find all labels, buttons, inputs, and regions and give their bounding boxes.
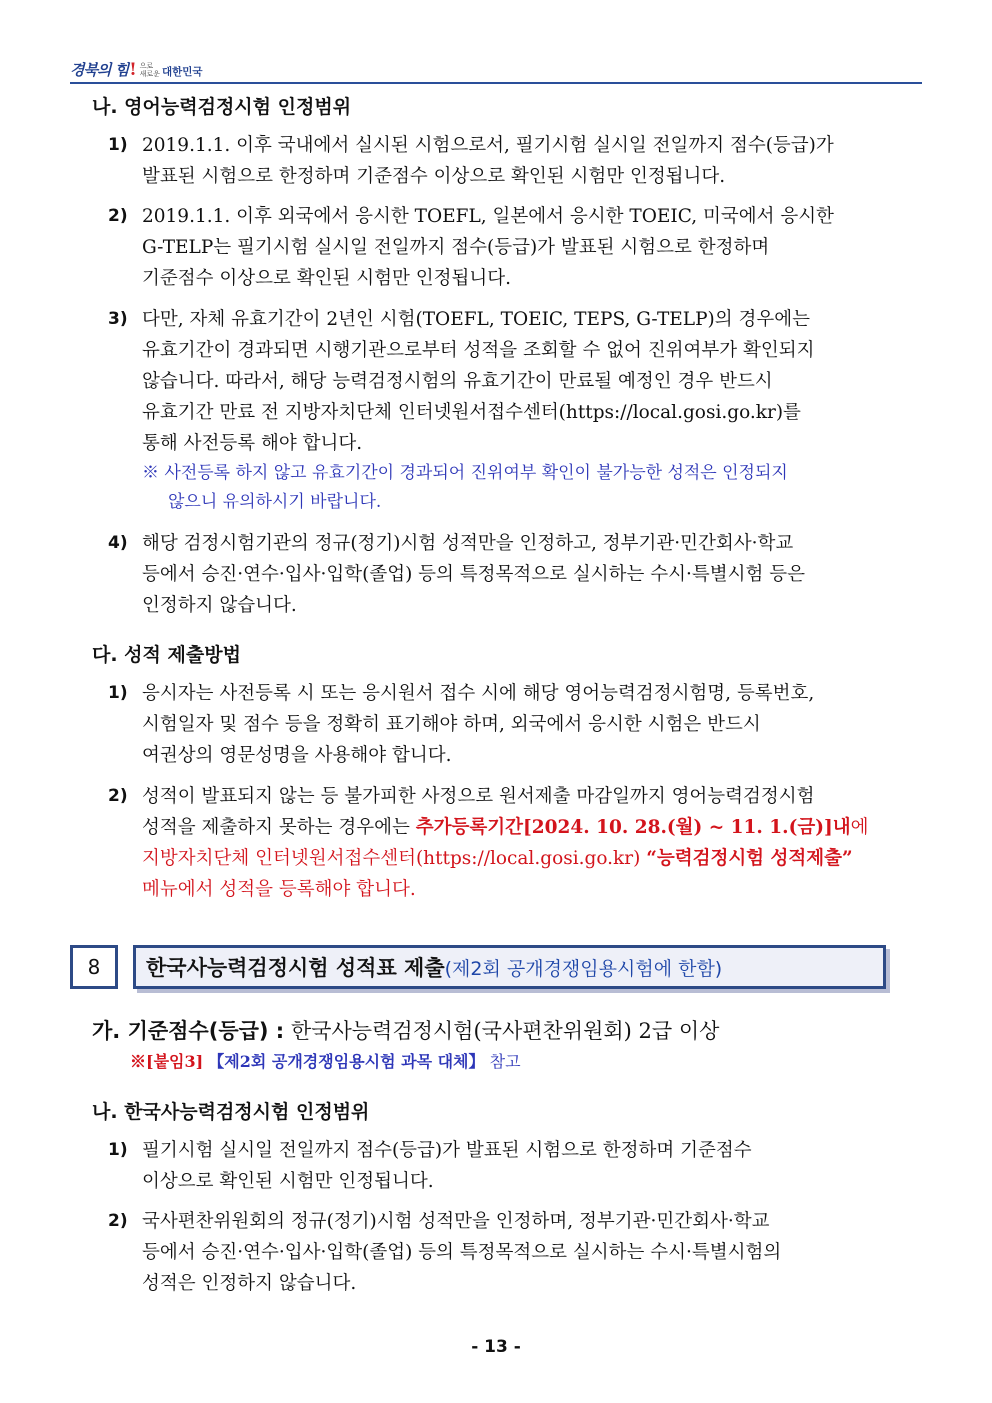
section-subtitle: (제2회 공개경쟁임용시험에 한함)	[444, 957, 723, 980]
item-text-line: 등에서 승진·연수·입사·입학(졸업) 등의 특정목적으로 실시하는 수시·특별시험 등은	[142, 564, 805, 585]
item-number: 1)	[108, 1140, 128, 1160]
note-line: 않으니 유의하시기 바랍니다.	[168, 492, 382, 512]
section-heading-submit-method: 다. 성적 제출방법	[92, 644, 241, 666]
section-number-box: 8	[70, 945, 118, 989]
list-item	[108, 1206, 923, 1299]
item-text-line: 국사편찬위원회의 정규(정기)시험 성적만을 인정하며, 정부기관·민간회사·학교	[142, 1211, 770, 1232]
logo-script-text: 경북의 힘	[70, 61, 129, 79]
item-text-line: 해당 검정시험기관의 정규(정기)시험 성적만을 인정하고, 정부기관·민간회사·학교	[142, 533, 794, 554]
item-text-line: 인정하지 않습니다.	[142, 595, 297, 616]
item-text-line: 시험일자 및 점수 등을 정확히 표기해야 하며, 외국에서 응시한 시험은 반드시	[142, 714, 761, 735]
item-number: 2)	[108, 206, 128, 226]
attachment-reference: ※[붙임3] 【제2회 공개경쟁임용시험 과목 대체】 참고	[130, 1052, 521, 1071]
section-title-box	[133, 945, 886, 989]
item-text-line: 메뉴에서 성적을 등록해야 합니다.	[142, 879, 416, 900]
list-item	[108, 1135, 923, 1197]
item-text-line: 이상으로 확인된 시험만 인정됩니다.	[142, 1171, 434, 1192]
list-item	[108, 678, 923, 771]
item-text-line: 필기시험 실시일 전일까지 점수(등급)가 발표된 시험으로 한정하며 기준점수	[142, 1140, 752, 1161]
item-text-line: 다만, 자체 유효기간이 2년인 시험(TOEFL, TOEIC, TEPS, G-TELP)의 경우에는	[142, 309, 810, 330]
notice-note	[142, 459, 922, 517]
section-title: 한국사능력검정시험 성적표 제출	[146, 956, 445, 980]
item-text-line: 등에서 승진·연수·입사·입학(졸업) 등의 특정목적으로 실시하는 수시·특별시험의	[142, 1242, 782, 1263]
page-header	[70, 48, 922, 84]
logo-country-text: 대한민국	[161, 66, 203, 78]
item-text-line: 응시자는 사전등록 시 또는 응시원서 접수 시에 해당 영어능력검정시험명, 등록번호,	[142, 683, 815, 704]
menu-name-highlight: “능력검정시험 성적제출”	[646, 848, 853, 869]
list-item	[108, 528, 923, 621]
gyeongbuk-logo	[70, 52, 203, 80]
item-text-line: 2019.1.1. 이후 외국에서 응시한 TOEFL, 일본에서 응시한 TOEIC, 미국에서 응시한	[142, 206, 834, 227]
list-item	[108, 201, 923, 294]
item-text-line: 성적을 제출하지 못하는 경우에는 추가등록기간[2024. 10. 28.(월) ~ 11. 1.(금)]내에	[142, 817, 869, 838]
item-text-line: 유효기간 만료 전 지방자치단체 인터넷원서접수센터(https://local.gosi.go.kr)를	[142, 402, 801, 423]
list-item	[108, 781, 923, 905]
page-number: - 13 -	[471, 1337, 521, 1357]
item-text-line: 2019.1.1. 이후 국내에서 실시된 시험으로서, 필기시험 실시일 전일까지 점수(등급)가	[142, 135, 834, 156]
item-text-line: 성적은 인정하지 않습니다.	[142, 1273, 357, 1294]
item-text-line: 성적이 발표되지 않는 등 불가피한 사정으로 원서제출 마감일까지 영어능력검정시험	[142, 786, 815, 807]
item-number: 1)	[108, 683, 128, 703]
standard-score-label: 가. 기준점수(등급) :	[92, 1019, 285, 1043]
logo-exclamation-icon: !	[129, 60, 137, 80]
section-heading-history-scope: 나. 한국사능력검정시험 인정범위	[92, 1101, 370, 1123]
item-text-line: 기준점수 이상으로 확인된 시험만 인정됩니다.	[142, 268, 511, 289]
item-number: 2)	[108, 1211, 128, 1231]
item-number: 3)	[108, 309, 128, 329]
item-text-line: G-TELP는 필기시험 실시일 전일까지 점수(등급)가 발표된 시험으로 한정하며	[142, 237, 770, 258]
item-text-line: 지방자치단체 인터넷원서접수센터(https://local.gosi.go.kr) “능력검정시험 성적제출”	[142, 848, 853, 869]
note-line: ※ 사전등록 하지 않고 유효기간이 경과되어 진위여부 확인이 불가능한 성적은 인정되지	[142, 463, 788, 483]
item-number: 1)	[108, 135, 128, 155]
item-number: 2)	[108, 786, 128, 806]
additional-registration-period: 추가등록기간[2024. 10. 28.(월) ~ 11. 1.(금)]내	[415, 817, 851, 838]
item-text-line: 않습니다. 따라서, 해당 능력검정시험의 유효기간이 만료될 예정인 경우 반드시	[142, 371, 773, 392]
section-heading-english-scope: 나. 영어능력검정시험 인정범위	[92, 96, 352, 118]
list-item	[108, 130, 923, 192]
item-text-line: 여권상의 영문성명을 사용해야 합니다.	[142, 745, 452, 766]
list-item	[108, 304, 923, 459]
item-text-line: 발표된 시험으로 한정하며 기준점수 이상으로 확인된 시험만 인정됩니다.	[142, 166, 726, 187]
standard-score-line	[92, 1015, 719, 1045]
item-text-line: 유효기간이 경과되면 시행기관으로부터 성적을 조회할 수 없어 진위여부가 확인되지	[142, 340, 815, 361]
item-number: 4)	[108, 533, 128, 553]
item-text-line: 통해 사전등록 해야 합니다.	[142, 433, 363, 454]
logo-small-text: 으로 새로운	[139, 62, 160, 78]
standard-score-value: 한국사능력검정시험(국사편찬위원회) 2급 이상	[290, 1019, 720, 1043]
